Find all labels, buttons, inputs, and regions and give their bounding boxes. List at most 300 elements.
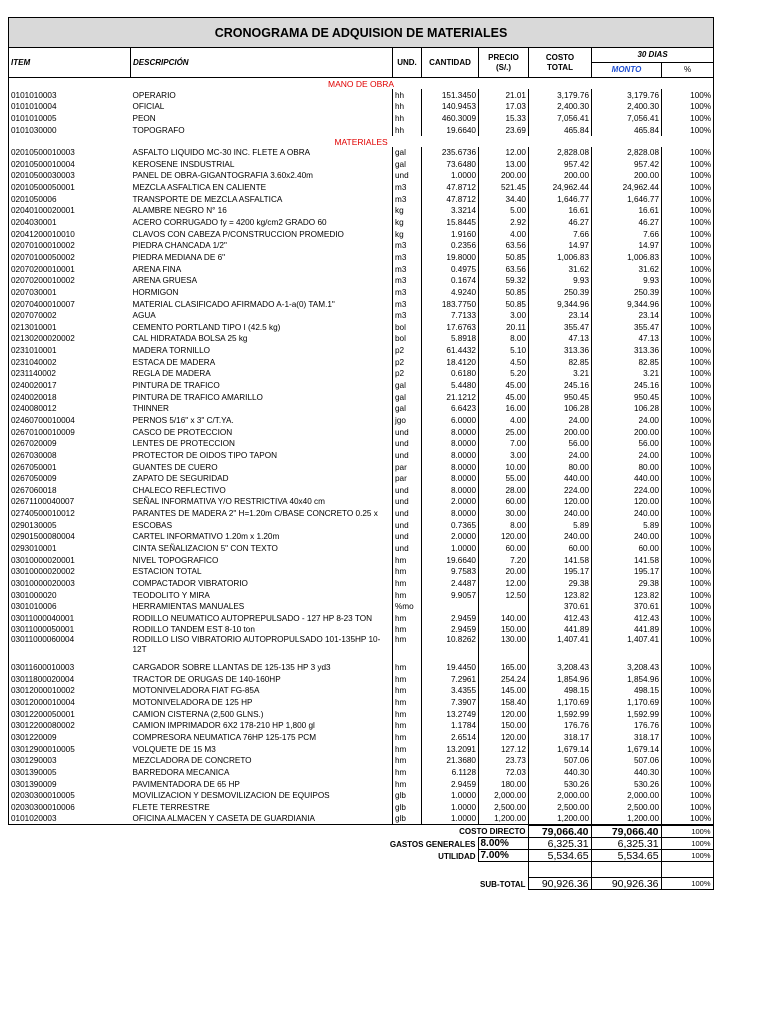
item-code: 02070200010002 <box>9 275 131 287</box>
item-monto: 7,056.41 <box>592 112 662 124</box>
item-description: AGUA <box>131 310 393 322</box>
item-quantity: 2.6514 <box>422 731 479 743</box>
item-price <box>479 601 529 613</box>
item-price: 4.00 <box>479 228 529 240</box>
table-row <box>9 589 714 601</box>
costo-directo-pct: 100% <box>661 826 713 838</box>
item-unit: hm <box>393 635 422 661</box>
item-description: MEZCLA ASFALTICA EN CALIENTE <box>131 181 393 193</box>
table-row <box>9 685 714 697</box>
item-pct: 100% <box>662 507 714 519</box>
schedule-sheet <box>8 17 713 890</box>
item-unit: hm <box>393 731 422 743</box>
utilidad-monto: 5,534.65 <box>591 850 661 862</box>
item-price: 254.24 <box>479 673 529 685</box>
item-pct: 100% <box>662 275 714 287</box>
item-unit: hh <box>393 89 422 101</box>
item-price: 180.00 <box>479 778 529 790</box>
item-pct: 100% <box>662 755 714 767</box>
item-quantity: 13.2091 <box>422 743 479 755</box>
costo-directo-monto: 79,066.40 <box>591 826 661 838</box>
item-code: 03012200080002 <box>9 720 131 732</box>
item-price: 2,500.00 <box>479 801 529 813</box>
item-pct: 100% <box>662 673 714 685</box>
item-unit: hm <box>393 673 422 685</box>
item-cost: 465.84 <box>529 124 592 136</box>
item-cost: 1,646.77 <box>529 193 592 205</box>
table-row <box>9 554 714 566</box>
item-cost: 82.85 <box>529 356 592 368</box>
item-quantity: 0.2356 <box>422 240 479 252</box>
item-code: 0231010001 <box>9 344 131 356</box>
item-unit: hm <box>393 624 422 636</box>
item-pct: 100% <box>662 496 714 508</box>
item-monto: 1,200.00 <box>592 813 662 825</box>
item-price: 8.00 <box>479 333 529 345</box>
item-cost: 14.97 <box>529 240 592 252</box>
item-price: 3.00 <box>479 449 529 461</box>
item-description: RODILLO LISO VIBRATORIO AUTOPROPULSADO 101-135HP 10-12T <box>131 635 393 661</box>
item-pct: 100% <box>662 216 714 228</box>
item-description: REGLA DE MADERA <box>131 368 393 380</box>
item-quantity: 7.2961 <box>422 673 479 685</box>
item-monto: 120.00 <box>592 496 662 508</box>
item-pct: 100% <box>662 403 714 415</box>
item-description: CAMION IMPRIMADOR 6X2 178-210 HP 1,800 gl <box>131 720 393 732</box>
item-code: 0267020009 <box>9 438 131 450</box>
item-monto: 440.30 <box>592 766 662 778</box>
table-row <box>9 696 714 708</box>
item-code: 03010000020001 <box>9 554 131 566</box>
item-unit: m3 <box>393 286 422 298</box>
item-quantity: 3.4355 <box>422 685 479 697</box>
item-unit: und <box>393 170 422 182</box>
item-description: COMPACTADOR VIBRATORIO <box>131 577 393 589</box>
item-pct: 100% <box>662 101 714 113</box>
item-cost: 7,056.41 <box>529 112 592 124</box>
table-row <box>9 310 714 322</box>
item-quantity: 19.4450 <box>422 661 479 673</box>
item-pct: 100% <box>662 147 714 159</box>
item-monto: 498.15 <box>592 685 662 697</box>
item-description: CAMION CISTERNA (2,500 GLNS.) <box>131 708 393 720</box>
item-quantity: 47.8712 <box>422 193 479 205</box>
item-description: ZAPATO DE SEGURIDAD <box>131 473 393 485</box>
item-quantity: 1.0000 <box>422 813 479 825</box>
item-description: RODILLO NEUMATICO AUTOPREPULSADO - 127 HP 8-23 TON <box>131 612 393 624</box>
item-unit: hm <box>393 743 422 755</box>
item-price: 3.00 <box>479 310 529 322</box>
item-code: 0301220009 <box>9 731 131 743</box>
item-cost: 3,179.76 <box>529 89 592 101</box>
table-row <box>9 391 714 403</box>
item-description: CEMENTO PORTLAND TIPO I (42.5 kg) <box>131 321 393 333</box>
table-row <box>9 566 714 578</box>
item-pct: 100% <box>662 531 714 543</box>
item-description: ESCOBAS <box>131 519 393 531</box>
item-price: 150.00 <box>479 624 529 636</box>
item-quantity: 21.1212 <box>422 391 479 403</box>
item-unit: und <box>393 426 422 438</box>
item-quantity: 8.0000 <box>422 426 479 438</box>
table-row <box>9 216 714 228</box>
item-monto: 16.61 <box>592 205 662 217</box>
item-code: 0204030001 <box>9 216 131 228</box>
item-pct: 100% <box>662 577 714 589</box>
item-cost: 23.14 <box>529 310 592 322</box>
item-code: 0240020018 <box>9 391 131 403</box>
item-description: ESTACION TOTAL <box>131 566 393 578</box>
item-quantity: 2.9459 <box>422 624 479 636</box>
header-precio-unit: (S/.) <box>479 63 529 78</box>
item-description: MOTONIVELADORA FIAT FG-85A <box>131 685 393 697</box>
table-row <box>9 356 714 368</box>
item-description: PARANTES DE MADERA 2" H=1.20m C/BASE CONCRETO 0.25 x <box>131 507 393 519</box>
item-quantity: 1.0000 <box>422 170 479 182</box>
item-cost: 9,344.96 <box>529 298 592 310</box>
utilidad-value: 5,534.65 <box>528 850 591 862</box>
table-row <box>9 403 714 415</box>
table-row <box>9 112 714 124</box>
item-monto: 1,854.96 <box>592 673 662 685</box>
item-price: 4.50 <box>479 356 529 368</box>
item-cost: 370.61 <box>529 601 592 613</box>
item-monto: 224.00 <box>592 484 662 496</box>
item-code: 02070100010002 <box>9 240 131 252</box>
item-unit: hm <box>393 566 422 578</box>
item-price: 130.00 <box>479 635 529 661</box>
item-code: 02671100040007 <box>9 496 131 508</box>
item-price: 150.00 <box>479 720 529 732</box>
item-price: 25.00 <box>479 426 529 438</box>
item-code: 02070100050002 <box>9 251 131 263</box>
section-header: MANO DE OBRA <box>9 78 714 90</box>
table-row <box>9 368 714 380</box>
item-monto: 7.66 <box>592 228 662 240</box>
item-unit: hm <box>393 778 422 790</box>
item-quantity: 2.9459 <box>422 778 479 790</box>
table-row <box>9 414 714 426</box>
summary-table <box>8 825 714 890</box>
item-unit: und <box>393 542 422 554</box>
item-price: 45.00 <box>479 391 529 403</box>
item-pct: 100% <box>662 438 714 450</box>
item-description: OFICIAL <box>131 101 393 113</box>
item-pct: 100% <box>662 766 714 778</box>
item-price: 23.73 <box>479 755 529 767</box>
item-quantity: 19.6640 <box>422 554 479 566</box>
item-pct: 100% <box>662 731 714 743</box>
item-monto: 240.00 <box>592 507 662 519</box>
table-row <box>9 321 714 333</box>
table-row <box>9 461 714 473</box>
item-quantity: 19.8000 <box>422 251 479 263</box>
item-monto: 1,592.99 <box>592 708 662 720</box>
item-pct: 100% <box>662 158 714 170</box>
item-monto: 195.17 <box>592 566 662 578</box>
item-code: 03011800020004 <box>9 673 131 685</box>
item-description: MEZCLADORA DE CONCRETO <box>131 755 393 767</box>
item-pct: 100% <box>662 368 714 380</box>
item-description: PINTURA DE TRAFICO <box>131 379 393 391</box>
item-code: 03011000040001 <box>9 612 131 624</box>
item-cost: 950.45 <box>529 391 592 403</box>
table-row <box>9 147 714 159</box>
item-code: 0101020003 <box>9 813 131 825</box>
item-price: 120.00 <box>479 731 529 743</box>
item-quantity: 47.8712 <box>422 181 479 193</box>
item-price: 17.03 <box>479 101 529 113</box>
item-monto: 2,400.30 <box>592 101 662 113</box>
item-cost: 957.42 <box>529 158 592 170</box>
item-unit: hm <box>393 612 422 624</box>
item-cost: 1,006.83 <box>529 251 592 263</box>
item-pct: 100% <box>662 310 714 322</box>
item-monto: 2,000.00 <box>592 790 662 802</box>
item-code: 0207070002 <box>9 310 131 322</box>
item-description: FLETE TERRESTRE <box>131 801 393 813</box>
item-pct: 100% <box>662 473 714 485</box>
item-description: PANEL DE OBRA-GIGANTOGRAFIA 3.60x2.40m <box>131 170 393 182</box>
item-code: 02010500030003 <box>9 170 131 182</box>
item-unit: m3 <box>393 240 422 252</box>
table-row <box>9 333 714 345</box>
item-code: 0101010005 <box>9 112 131 124</box>
item-unit: bol <box>393 321 422 333</box>
item-price: 20.11 <box>479 321 529 333</box>
header-und: UND. <box>393 48 422 78</box>
item-code: 03011600010003 <box>9 661 131 673</box>
item-code: 03011000060004 <box>9 635 131 661</box>
sub-total-monto: 90,926.36 <box>591 878 661 890</box>
item-cost: 120.00 <box>529 496 592 508</box>
item-monto: 141.58 <box>592 554 662 566</box>
item-code: 0240020017 <box>9 379 131 391</box>
item-cost: 250.39 <box>529 286 592 298</box>
item-description: GUANTES DE CUERO <box>131 461 393 473</box>
item-cost: 80.00 <box>529 461 592 473</box>
item-pct: 100% <box>662 112 714 124</box>
item-description: NIVEL TOPOGRAFICO <box>131 554 393 566</box>
item-monto: 176.76 <box>592 720 662 732</box>
item-monto: 3.21 <box>592 368 662 380</box>
item-quantity: 1.9160 <box>422 228 479 240</box>
item-pct: 100% <box>662 708 714 720</box>
item-unit: und <box>393 507 422 519</box>
item-quantity: 1.1784 <box>422 720 479 732</box>
item-unit: jgo <box>393 414 422 426</box>
item-unit: hm <box>393 696 422 708</box>
table-row <box>9 601 714 613</box>
item-code: 02010500010004 <box>9 158 131 170</box>
item-quantity: 19.6640 <box>422 124 479 136</box>
item-pct: 100% <box>662 624 714 636</box>
item-quantity: 5.8918 <box>422 333 479 345</box>
utilidad-label: UTILIDAD <box>438 851 476 861</box>
item-price: 60.00 <box>479 496 529 508</box>
item-price: 2.92 <box>479 216 529 228</box>
item-unit: und <box>393 496 422 508</box>
item-quantity: 1.0000 <box>422 542 479 554</box>
item-unit: und <box>393 449 422 461</box>
item-monto: 3,179.76 <box>592 89 662 101</box>
table-row <box>9 263 714 275</box>
item-pct: 100% <box>662 89 714 101</box>
item-cost: 2,828.08 <box>529 147 592 159</box>
item-cost: 176.76 <box>529 720 592 732</box>
item-unit: hm <box>393 708 422 720</box>
header-cantidad: CANTIDAD <box>422 48 479 78</box>
item-unit: hm <box>393 589 422 601</box>
item-unit: und <box>393 531 422 543</box>
item-price: 165.00 <box>479 661 529 673</box>
item-code: 0101010004 <box>9 101 131 113</box>
item-pct: 100% <box>662 778 714 790</box>
item-unit: hh <box>393 101 422 113</box>
item-cost: 412.43 <box>529 612 592 624</box>
table-row <box>9 275 714 287</box>
item-quantity: 3.3214 <box>422 205 479 217</box>
item-cost: 440.00 <box>529 473 592 485</box>
table-row <box>9 635 714 661</box>
item-price: 7.00 <box>479 438 529 450</box>
item-pct: 100% <box>662 321 714 333</box>
table-row <box>9 286 714 298</box>
item-monto: 31.62 <box>592 263 662 275</box>
item-description: LENTES DE PROTECCION <box>131 438 393 450</box>
item-unit: gal <box>393 403 422 415</box>
item-monto: 465.84 <box>592 124 662 136</box>
table-row <box>9 766 714 778</box>
item-cost: 440.30 <box>529 766 592 778</box>
item-cost: 106.28 <box>529 403 592 415</box>
item-pct: 100% <box>662 601 714 613</box>
item-price: 63.56 <box>479 240 529 252</box>
item-code: 0231040002 <box>9 356 131 368</box>
item-pct: 100% <box>662 635 714 661</box>
item-unit: hm <box>393 720 422 732</box>
item-unit: gal <box>393 147 422 159</box>
item-price: 30.00 <box>479 507 529 519</box>
item-monto: 106.28 <box>592 403 662 415</box>
item-quantity: 151.3450 <box>422 89 479 101</box>
item-price: 200.00 <box>479 170 529 182</box>
item-unit: m3 <box>393 298 422 310</box>
item-code: 02030300010005 <box>9 790 131 802</box>
item-quantity: 140.9453 <box>422 101 479 113</box>
item-quantity: 13.2749 <box>422 708 479 720</box>
item-code: 0213010001 <box>9 321 131 333</box>
item-quantity: 73.6480 <box>422 158 479 170</box>
item-unit: glb <box>393 801 422 813</box>
item-cost: 29.38 <box>529 577 592 589</box>
table-row <box>9 170 714 182</box>
table-row <box>9 519 714 531</box>
item-pct: 100% <box>662 661 714 673</box>
item-monto: 200.00 <box>592 170 662 182</box>
item-description: CINTA SEÑALIZACION 5" CON TEXTO <box>131 542 393 554</box>
item-quantity: 1.0000 <box>422 801 479 813</box>
item-unit: %mo <box>393 601 422 613</box>
item-quantity: 7.7133 <box>422 310 479 322</box>
item-cost: 1,170.69 <box>529 696 592 708</box>
table-row <box>9 298 714 310</box>
item-quantity: 2.0000 <box>422 531 479 543</box>
item-pct: 100% <box>662 414 714 426</box>
item-code: 0207030001 <box>9 286 131 298</box>
item-price: 158.40 <box>479 696 529 708</box>
item-pct: 100% <box>662 801 714 813</box>
item-unit: p2 <box>393 368 422 380</box>
item-pct: 100% <box>662 228 714 240</box>
item-code: 03012000010004 <box>9 696 131 708</box>
item-unit: hm <box>393 661 422 673</box>
item-unit: bol <box>393 333 422 345</box>
item-unit: par <box>393 461 422 473</box>
item-pct: 100% <box>662 426 714 438</box>
item-description: CLAVOS CON CABEZA P/CONSTRUCCION PROMEDIO <box>131 228 393 240</box>
item-quantity: 7.3907 <box>422 696 479 708</box>
item-description: ARENA FINA <box>131 263 393 275</box>
item-unit: und <box>393 519 422 531</box>
table-row <box>9 531 714 543</box>
item-monto: 441.89 <box>592 624 662 636</box>
item-description: TRACTOR DE ORUGAS DE 140-160HP <box>131 673 393 685</box>
table-row <box>9 251 714 263</box>
item-quantity: 8.0000 <box>422 461 479 473</box>
item-monto: 318.17 <box>592 731 662 743</box>
item-cost: 1,592.99 <box>529 708 592 720</box>
item-pct: 100% <box>662 193 714 205</box>
item-price: 5.20 <box>479 368 529 380</box>
item-monto: 355.47 <box>592 321 662 333</box>
gastos-generales-value: 6,325.31 <box>528 838 591 850</box>
item-cost: 530.26 <box>529 778 592 790</box>
item-code: 0101010003 <box>9 89 131 101</box>
item-cost: 195.17 <box>529 566 592 578</box>
item-price: 4.00 <box>479 414 529 426</box>
item-cost: 47.13 <box>529 333 592 345</box>
item-description: PERNOS 5/16" x 3" C/T.YA. <box>131 414 393 426</box>
item-description: MOVILIZACION Y DESMOVILIZACION DE EQUIPOS <box>131 790 393 802</box>
gastos-generales-pct: 100% <box>661 838 713 850</box>
item-monto: 24,962.44 <box>592 181 662 193</box>
item-monto: 957.42 <box>592 158 662 170</box>
table-row <box>9 801 714 813</box>
item-price: 120.00 <box>479 708 529 720</box>
item-monto: 250.39 <box>592 286 662 298</box>
item-pct: 100% <box>662 356 714 368</box>
item-quantity: 8.0000 <box>422 484 479 496</box>
item-description: HERRAMIENTAS MANUALES <box>131 601 393 613</box>
item-unit: m3 <box>393 275 422 287</box>
item-price: 1,200.00 <box>479 813 529 825</box>
item-quantity: 15.8445 <box>422 216 479 228</box>
item-code: 02460700010004 <box>9 414 131 426</box>
item-code: 0201050006 <box>9 193 131 205</box>
item-price: 28.00 <box>479 484 529 496</box>
item-description: PROTECTOR DE OIDOS TIPO TAPON <box>131 449 393 461</box>
table-row <box>9 205 714 217</box>
item-pct: 100% <box>662 344 714 356</box>
item-pct: 100% <box>662 589 714 601</box>
table-row <box>9 344 714 356</box>
table-row <box>9 661 714 673</box>
table-row <box>9 731 714 743</box>
table-row <box>9 755 714 767</box>
table-row <box>9 673 714 685</box>
item-quantity: 10.8262 <box>422 635 479 661</box>
